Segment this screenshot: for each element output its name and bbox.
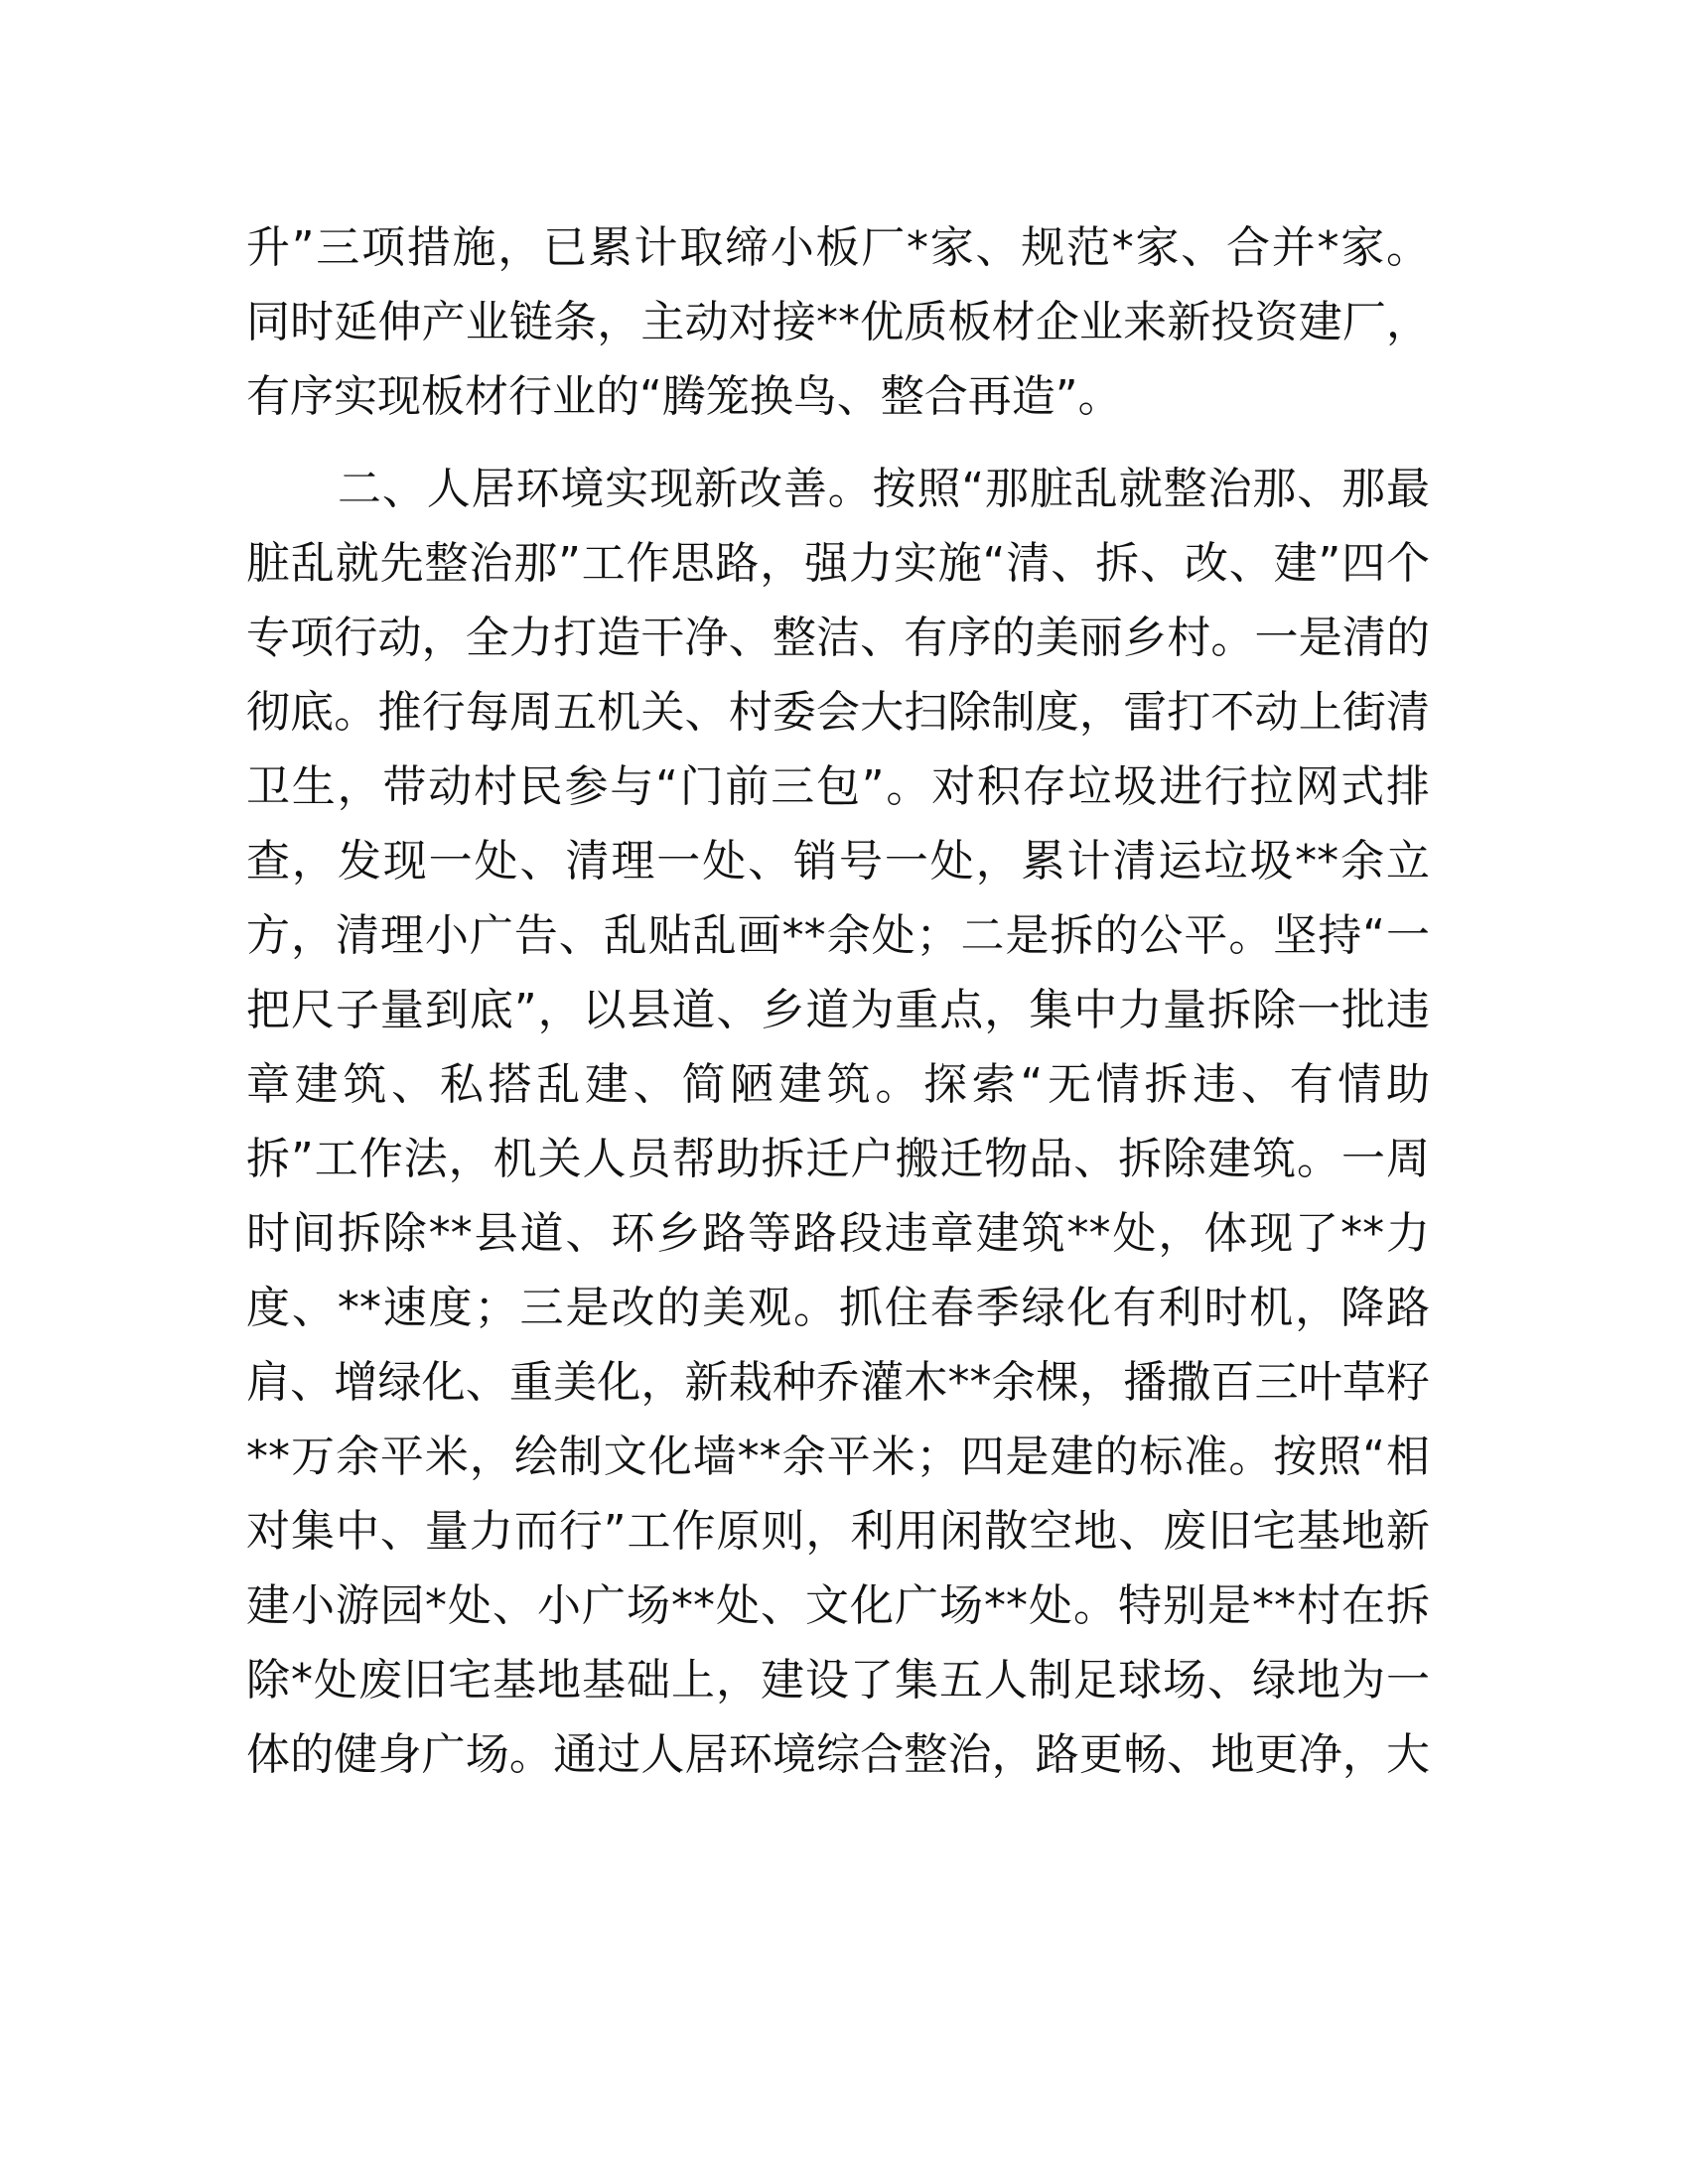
text-line: 度、**速度；三是改的美观。抓住春季绿化有利时机，降路 [246, 1283, 1430, 1333]
text-line: 卫生，带动村民参与“门前三包”。对积存垃圾进行拉网式排 [246, 761, 1430, 812]
paragraph-living-environment [246, 452, 1430, 1792]
text-line: 对集中、量力而行”工作原则，利用闲散空地、废旧宅基地新 [246, 1506, 1430, 1557]
text-line: 方，清理小广告、乱贴乱画**余处；二是拆的公平。坚持“一 [246, 910, 1430, 961]
text-line: 拆”工作法，机关人员帮助拆迁户搬迁物品、拆除建筑。一周 [246, 1134, 1430, 1184]
text-line: 彻底。推行每周五机关、村委会大扫除制度，雷打不动上街清 [246, 687, 1430, 738]
section-heading-line: 二、人居环境实现新改善。按照“那脏乱就整治那、那最 [338, 464, 1430, 514]
text-line: 章建筑、私搭乱建、简陋建筑。探索“无情拆违、有情助 [246, 1059, 1430, 1110]
text-line: 把尺子量到底”，以县道、乡道为重点，集中力量拆除一批违 [246, 985, 1430, 1035]
text-line: 建小游园*处、小广场**处、文化广场**处。特别是**村在拆 [246, 1580, 1430, 1631]
text-line: 查，发现一处、清理一处、销号一处，累计清运垃圾**余立 [246, 836, 1430, 887]
text-line: 升”三项措施，已累计取缔小板厂*家、规范*家、合并*家。 [246, 222, 1430, 273]
text-line: 专项行动，全力打造干净、整洁、有序的美丽乡村。一是清的 [246, 613, 1430, 663]
text-line: 除*处废旧宅基地基础上，建设了集五人制足球场、绿地为一 [246, 1655, 1430, 1706]
text-line: 体的健身广场。通过人居环境综合整治，路更畅、地更净，大 [246, 1729, 1430, 1780]
text-line: 肩、增绿化、重美化，新栽种乔灌木**余棵，播撒百三叶草籽 [246, 1357, 1430, 1408]
paragraph-industry [246, 210, 1430, 434]
text-line: 时间拆除**县道、环乡路等路段违章建筑**处，体现了**力 [246, 1208, 1430, 1259]
text-line: 脏乱就先整治那”工作思路，强力实施“清、拆、改、建”四个 [246, 538, 1430, 589]
text-line: 同时延伸产业链条，主动对接**优质板材企业来新投资建厂， [246, 297, 1430, 347]
text-line: 有序实现板材行业的“腾笼换鸟、整合再造”。 [246, 371, 1122, 422]
text-line: **万余平米，绘制文化墙**余平米；四是建的标准。按照“相 [246, 1432, 1430, 1482]
